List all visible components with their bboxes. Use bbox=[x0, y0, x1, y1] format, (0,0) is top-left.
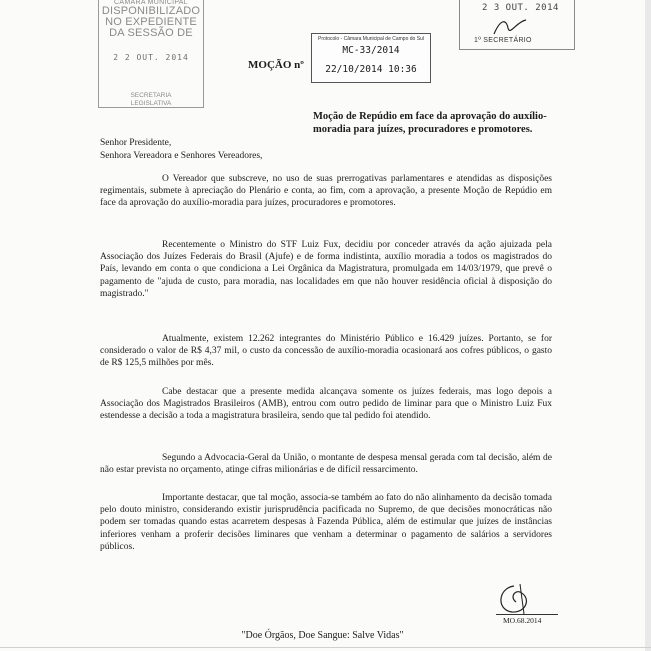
secretary-label: 1º SECRETÁRIO bbox=[474, 37, 532, 44]
document-subject: Moção de Repúdio em face da aprovação do auxílio-moradia para juízes, procuradores e promotores. bbox=[313, 111, 547, 135]
document-code: MO.68.2014 bbox=[503, 616, 542, 625]
secretary-stamp-date: 2 3 OUT. 2014 bbox=[482, 3, 559, 13]
stamp-footer-2: LEGISLATIVA bbox=[130, 100, 172, 107]
protocol-number: MC-33/2014 bbox=[342, 45, 400, 56]
stamp-line-1: DISPONIBILIZADO bbox=[101, 5, 201, 17]
stamp-date: 2 2 OUT. 2014 bbox=[113, 53, 189, 62]
protocol-header: Protocolo - Câmara Municipal de Campo do Sul bbox=[318, 36, 424, 42]
salutation-line-1: Senhor Presidente, bbox=[100, 138, 172, 148]
expedient-stamp bbox=[98, 0, 204, 108]
body-paragraph-6: Importante destacar, que tal moção, associa-se também ao fato do não alinhamento da decisão tomada pelo douto ministro, considerando existir jurisprudência pacificada no Supremo, de que decisões monocráticas não podem ser tomadas quando estas acarretem despesas à Fazenda Pública, além de estimular que juízes de instâncias inferiores venham a proferir decisões liminares que venham a determinar o pagamento de salários a servidores públicos. bbox=[100, 493, 552, 552]
footer-motto: "Doe Órgãos, Doe Sangue: Salve Vidas" bbox=[241, 630, 404, 641]
page-edge bbox=[645, 0, 651, 651]
protocol-datetime: 22/10/2014 10:36 bbox=[325, 64, 417, 75]
signature-mark bbox=[490, 582, 540, 616]
stamp-line-3: DA SESSÃO DE bbox=[109, 27, 193, 39]
body-paragraph-5: Segundo a Advocacia-Geral da União, o montante de despesa mensal gerada com tal decisão, além de não estar prevista no orçamento, atinge cifras milionárias e de difícil ressarcimento. bbox=[100, 453, 552, 476]
protocol-stamp bbox=[311, 33, 431, 83]
mocao-label: MOÇÃO nº bbox=[248, 59, 304, 71]
body-paragraph-3: Atualmente, existem 12.262 integrantes do Ministério Público e 16.429 juízes. Portanto, se for considerado o valor de R$ 4,37 mil, o custo da concessão de auxílio-moradia ocasionará aos cofres públicos, o gasto de R$ 125,5 milhões por mês. bbox=[100, 334, 552, 369]
body-paragraph-2: Recentemente o Ministro do STF Luiz Fux, decidiu por conceder através da ação ajuizada pela Associação dos Juízes Federais do Brasil (Ajufe) e de forma indistinta, auxílio moradia a todos os magistrados do País, levando em conta o que condiciona a Lei Orgânica da Magistratura, promulgada em 14/03/1979, que prevê o pagamento de "ajuda de custo, para moradia, nas localidades em que não houver residência oficial à disposição do magistrado." bbox=[100, 240, 552, 299]
body-paragraph-1: O Vereador que subscreve, no uso de suas prerrogativas parlamentares e atendidas as disposições regimentais, submete à apreciação do Plenário e conta, ao fim, com a aprovação, a presente Moção de Repúdio em face da aprovação do auxílio-moradia para juízes, procuradores e promotores. bbox=[100, 174, 552, 209]
bottom-border bbox=[0, 647, 651, 648]
salutation bbox=[100, 137, 262, 163]
body-paragraph-4: Cabe destacar que a presente medida alcançava somente os juízes federais, mas logo depois a Associação dos Magistrados Brasileiros (AMB), entrou com outro pedido de liminar para que o Ministro Luiz Fux estendesse a decisão a toda a magistratura brasileira, sendo que tal pedido foi atendido. bbox=[100, 387, 552, 422]
signature-line bbox=[496, 614, 558, 615]
secretary-stamp bbox=[459, 0, 575, 50]
stamp-line-2: NO EXPEDIENTE bbox=[105, 16, 197, 28]
handwritten-initial bbox=[490, 16, 530, 38]
salutation-line-2: Senhora Vereadora e Senhores Vereadores, bbox=[100, 151, 263, 161]
stamp-line-0: CAMARA MUNICIPAL bbox=[114, 0, 188, 6]
stamp-footer-1: SECRETARIA bbox=[130, 92, 172, 99]
